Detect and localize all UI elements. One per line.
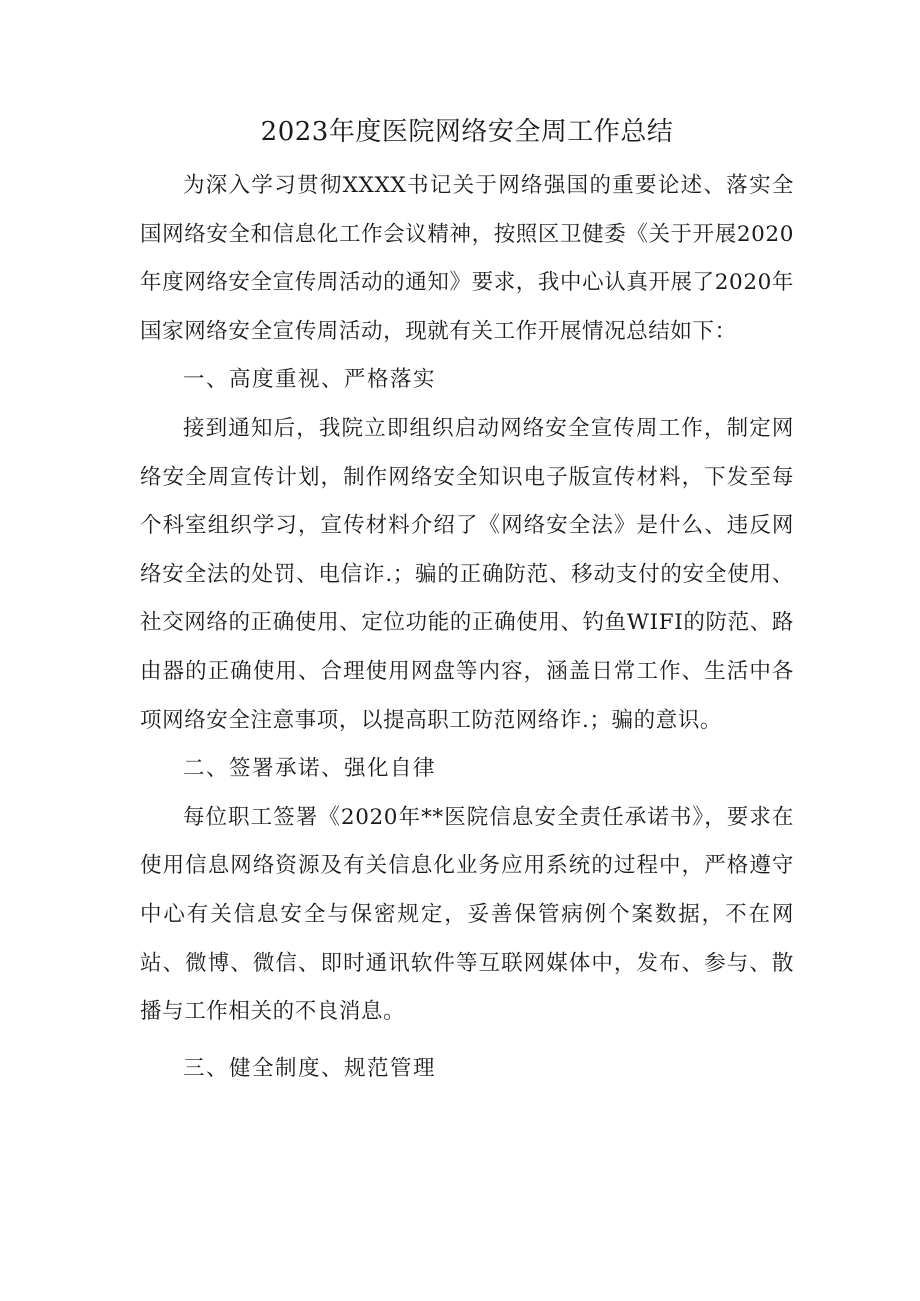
section-heading-1: 一、高度重视、严格落实 (183, 367, 437, 393)
section-heading-2: 二、签署承诺、强化自律 (183, 756, 437, 782)
document-title: 2023年度医院网络安全周工作总结 (260, 117, 674, 147)
document-page (140, 108, 794, 1093)
intro-paragraph: 为深入学习贯彻XXXX书记关于网络强国的重要论述、落实全国网络安全和信息化工作会议精神，按照区卫健委《关于开展2020年度网络安全宣传周活动的通知》要求，我中心认真开展了2020年国家网络安全宣传周活动，现就有关工作开展情况总结如下： (140, 173, 794, 344)
section-body-2: 每位职工签署《2020年**医院信息安全责任承诺书》，要求在使用信息网络资源及有关信息化业务应用系统的过程中，严格遵守中心有关信息安全与保密规定，妥善保管病例个案数据，不在网站、微博、微信、即时通讯软件等互联网媒体中，发布、参与、散播与工作相关的不良消息。 (140, 804, 794, 1025)
section-body-1: 接到通知后，我院立即组织启动网络安全宣传周工作，制定网络安全周宣传计划，制作网络安全知识电子版宣传材料，下发至每个科室组织学习，宣传材料介绍了《网络安全法》是什么、违反网络安全法的处罚、电信诈.；骗的正确防范、移动支付的安全使用、社交网络的正确使用、定位功能的正确使用、钓鱼WIFI的防范、路由器的正确使用、合理使用网盘等内容，涵盖日常工作、生活中各项网络安全注意事项，以提高职工防范网络诈.；骗的意识。 (140, 415, 794, 733)
section-heading-3: 三、健全制度、规范管理 (183, 1055, 437, 1081)
